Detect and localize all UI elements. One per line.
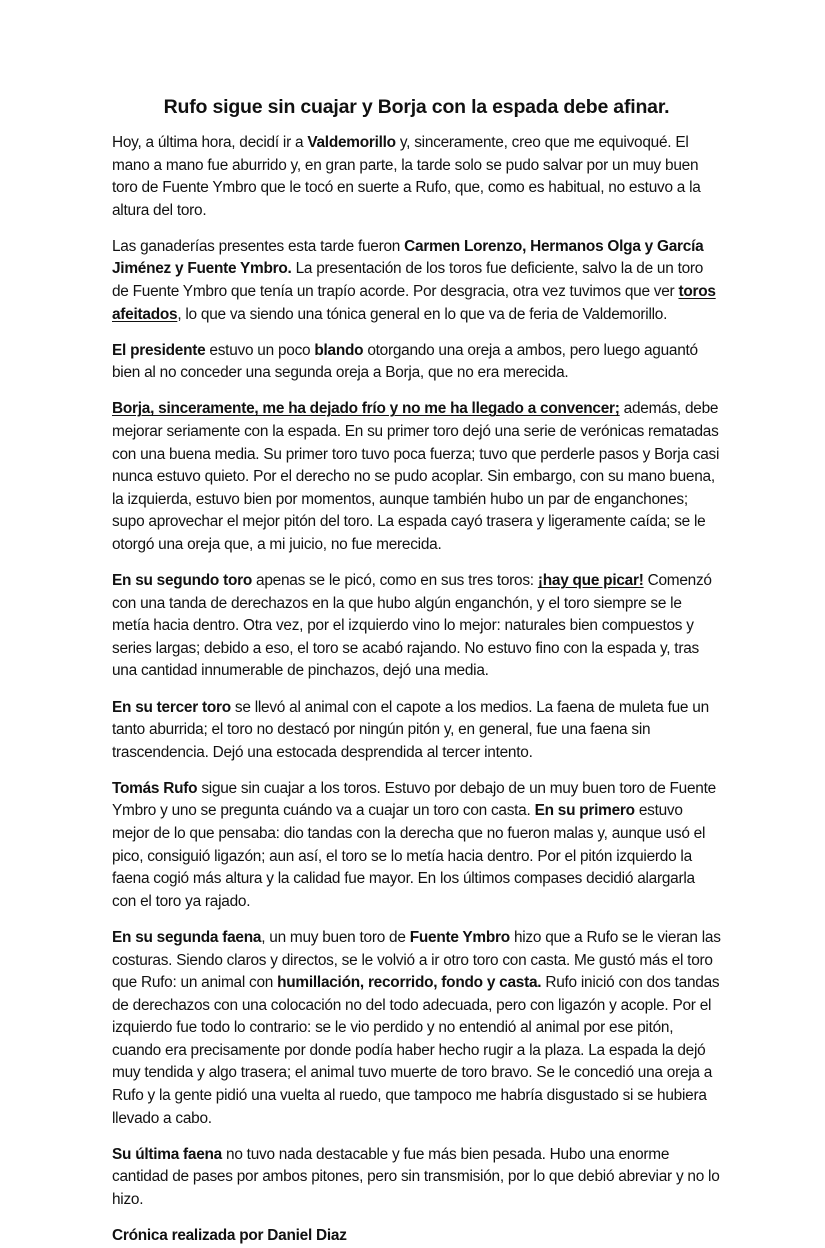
bold-fuente-ymbro: Fuente Ymbro: [409, 928, 510, 946]
text-run: Las ganaderías presentes esta tarde fueron: [112, 237, 405, 255]
paragraph-segunda-faena: [112, 927, 721, 1130]
text-run: La presentación de los toros fue deficiente, salvo la de un toro de Fuente Ymbro que tenía un trapío acorde. Por desgracia, otra vez tuvimos que ver: [112, 260, 704, 301]
text-run: Hoy, a última hora, decidí ir a: [112, 134, 308, 151]
bold-blando: blando: [314, 341, 364, 359]
bold-underlined-borja: [112, 400, 620, 417]
underline: Borja, sinceramente, me ha dejado frío y no me ha llegado a convencer;: [112, 400, 620, 418]
bold-segundo-toro: En su segundo toro: [112, 572, 252, 590]
bold-en-su-primero: En su primero: [534, 802, 635, 820]
paragraph-intro: [112, 132, 721, 222]
text-run: otorgando una oreja a ambos, pero luego aguantó bien al no conceder una segunda oreja a Borja, que no era merecida.: [112, 341, 698, 382]
bold-humillacion: humillación, recorrido, fondo y casta.: [277, 974, 542, 992]
bold-ultima-faena: Su última faena: [112, 1145, 222, 1163]
paragraph-presidente: [112, 340, 721, 385]
text-run: apenas se le picó, como en sus tres toros:: [252, 572, 538, 590]
text-run: Rufo inició con dos tandas de derechazos con una colocación no del todo adecuada, pero con ligazón y acople. Por el izquierdo fue todo lo contrario: se le vio perdido y no entendió al animal por ese pitón, cuando era precisamente por donde podía haber hecho rugir a la plaza. La espada la dejó muy tendida y algo trasera; el animal tuvo muerte de toro bravo. Se le concedió una oreja a Rufo y la gente pidió una vuelta al ruedo, que tampoco me habría disgustado si se hubiera llevado a cabo.: [112, 974, 720, 1127]
bold-underlined-hay-que-picar: [538, 572, 644, 589]
text-run: además, debe mejorar seriamente con la espada. En su primer toro dejó una serie de verónicas rematadas con una buena media. Su primer toro tuvo poca fuerza; tuvo que perderle pasos y Borja casi nunca estuvo quieto. Por el derecho no se pudo acoplar. Sin embargo, con su mano buena, la izquierda, estuvo bien por momentos, aunque también hubo un par de enganchones; supo aprovechar el mejor pitón del toro. La espada cayó trasera y ligeramente caída; se le otorgó una oreja que, a mi juicio, no fue merecida.: [112, 400, 720, 553]
bold-place-name: Valdemorillo: [307, 134, 396, 151]
underline: ¡hay que picar!: [537, 572, 644, 590]
text-run: , un muy buen toro de: [261, 928, 410, 946]
text-run: estuvo un poco: [205, 341, 315, 359]
bold-presidente: El presidente: [112, 341, 206, 359]
paragraph-ultima-faena: [112, 1144, 721, 1212]
text-run: estuvo mejor de lo que pensaba: dio tandas con la derecha que no fueron malas y, aunque usó el pico, consiguió ligazón; aun así, el toro se lo metía hacia dentro. Por el pitón izquierdo la faena cogió más altura y la calidad fue mayor. En los últimos compases decidió alargarla con el toro ya rajado.: [112, 802, 706, 910]
author-credit: Crónica realizada por Daniel Diaz: [112, 1227, 347, 1245]
paragraph-borja: [112, 398, 721, 556]
bold-segunda-faena: En su segunda faena: [112, 928, 262, 946]
underline: toros afeitados: [112, 283, 716, 323]
text-run: no tuvo nada destacable y fue más bien pesada. Hubo una enorme cantidad de pases por ambos pitones, pero sin transmisión, por lo que debió abreviar y no lo hizo.: [112, 1145, 720, 1208]
bold-ganaderias: Carmen Lorenzo, Hermanos Olga y García Jiménez y Fuente Ymbro.: [112, 237, 704, 278]
bold-tercer-toro: En su tercer toro: [112, 698, 231, 716]
paragraph-tercer-toro: [112, 697, 721, 765]
paragraph-segundo-toro: [112, 570, 721, 683]
text-run: sigue sin cuajar a los toros. Estuvo por debajo de un muy buen toro de Fuente Ymbro y uno se pregunta cuándo va a cuajar un toro con casta.: [112, 779, 716, 820]
text-run: Comenzó con una tanda de derechazos en la que hubo algún enganchón, y el toro siempre se le metía hacia dentro. Otra vez, por el izquierdo vino lo mejor: naturales bien compuestos y series largas; debido a eso, el toro se acabó rajando. No estuvo fino con la espada y, tras una cantidad innumerable de pinchazos, dejó una media.: [112, 572, 712, 680]
text-run: hizo que a Rufo se le vieran las costuras. Siendo claros y directos, se le volvió a ir otro toro con casta. Me gustó más el toro que Rufo: un animal con: [112, 928, 721, 992]
text-run: , lo que va siendo una tónica general en lo que va de feria de Valdemorillo.: [177, 305, 668, 323]
paragraph-ganaderias: [112, 236, 721, 326]
article-title: Rufo sigue sin cuajar y Borja con la espada debe afinar.: [163, 96, 670, 118]
paragraph-tomas-rufo: [112, 778, 721, 914]
bold-tomas-rufo: Tomás Rufo: [112, 779, 198, 797]
text-run: se llevó al animal con el capote a los medios. La faena de muleta fue un tanto aburrida; el toro no destacó por ningún pitón y, en general, fue una faena sin trascendencia. Dejó una estocada desprendida al tercer intento.: [112, 698, 709, 761]
text-run: y, sinceramente, creo que me equivoqué. El mano a mano fue aburrido y, en gran parte, la tarde solo se pudo salvar por un muy buen toro de Fuente Ymbro que le tocó en suerte a Rufo, que, como es habitual, no estuvo a la altura del toro.: [112, 134, 701, 219]
